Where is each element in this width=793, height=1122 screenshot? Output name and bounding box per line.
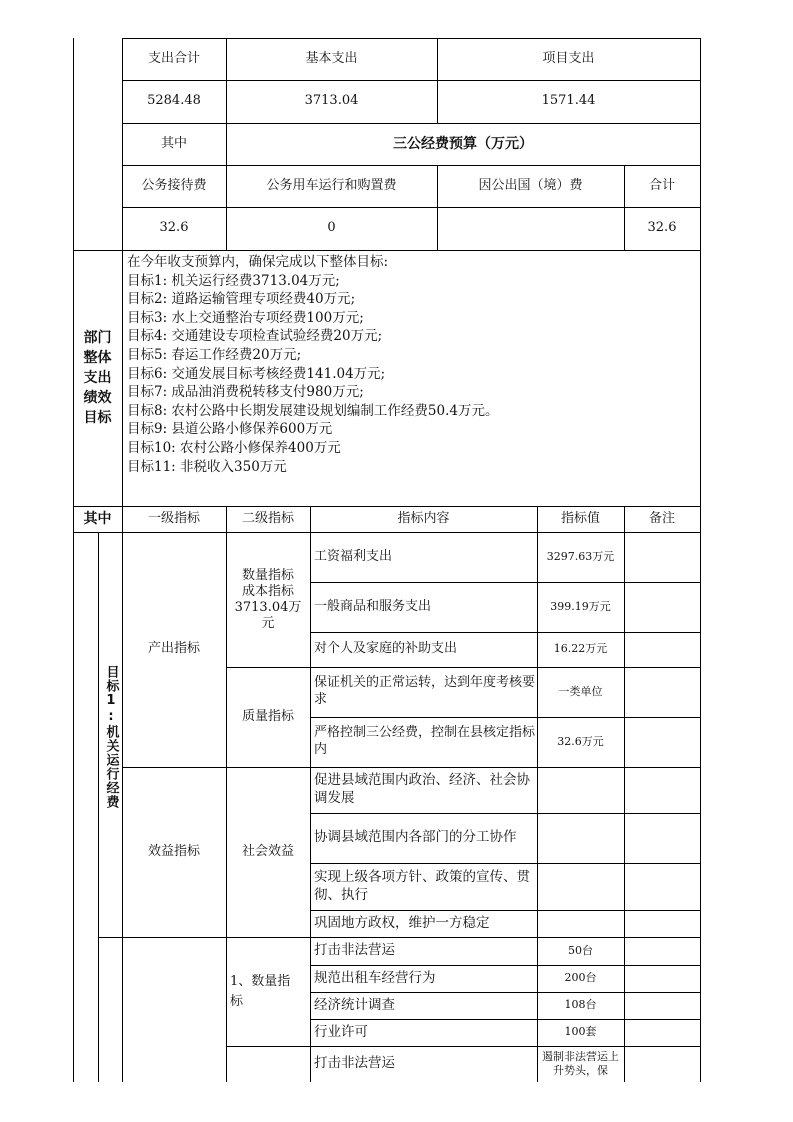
- value-vehicle-fee: 0: [327, 220, 336, 236]
- header-basic-expenditure: 基本支出: [305, 50, 358, 66]
- performance-goals-label: [73, 250, 122, 506]
- indicator-value: 100套: [564, 1025, 597, 1039]
- indicator-value: 3297.63万元: [546, 549, 615, 563]
- goal-line: 目标8: 农村公路中长期发展建设规划编制工作经费50.4万元。: [127, 402, 499, 419]
- indicator-content: 工资福利支出: [314, 548, 393, 564]
- indicator-value: 108台: [564, 998, 597, 1012]
- of-which-label: 其中: [160, 135, 187, 151]
- indicator-value: 399.19万元: [550, 599, 611, 613]
- header-three-public-sum: 合计: [648, 177, 675, 193]
- indicator-content: 打击非法营运: [314, 1055, 395, 1072]
- goal-line: 目标9: 县道公路小修保养600万元: [127, 421, 333, 438]
- indicator-header-level2: 二级指标: [241, 510, 294, 526]
- value-abroad-fee: [437, 207, 624, 250]
- goal-line: 目标2: 道路运输管理专项经费40万元;: [127, 291, 356, 308]
- indicator-header-value: 指标值: [560, 510, 600, 526]
- indicator-value: [537, 767, 624, 813]
- goal-line: 目标4: 交通建设专项检查试验经费20万元;: [127, 328, 383, 345]
- indicator-content: 巩固地方政权，维护一方稳定: [314, 914, 490, 931]
- output-indicator-label: 产出指标: [147, 641, 200, 657]
- quantity-indicator-label-2: 1、数量指 标: [230, 973, 291, 1009]
- indicator-content: 规范出租车经营行为: [314, 969, 436, 986]
- value-reception-fee: 32.6: [159, 220, 189, 236]
- value-basic-expenditure: 3713.04: [304, 93, 359, 109]
- indicator-content: 打击非法营运: [314, 942, 395, 959]
- goal-line: 目标11: 非税收入350万元: [127, 458, 287, 475]
- indicator-content: 保证机关的正常运转，达到年度考核要求: [314, 675, 536, 707]
- quantity-cost-indicator-label: 数量指标 成本指标 3713.04万 元: [234, 567, 302, 631]
- indicator-content: 实现上级各项方针、政策的宣传、贯彻、执行: [314, 868, 530, 903]
- goal-line: 目标1: 机关运行经费3713.04万元;: [127, 272, 340, 289]
- value-total-expenditure: 5284.48: [147, 93, 201, 109]
- header-project-expenditure: 项目支出: [542, 50, 595, 66]
- benefit-indicator-label: 效益指标: [147, 843, 200, 859]
- indicator-value: 32.6万元: [557, 734, 604, 748]
- goal-line: 目标10: 农村公路小修保养400万元: [127, 439, 341, 456]
- goal-line: 在今年收支预算内，确保完成以下整体目标:: [127, 254, 389, 270]
- indicator-value: [537, 813, 624, 863]
- indicator-content: 对个人及家庭的补助支出: [314, 641, 458, 657]
- indicator-value: [537, 910, 624, 937]
- indicator-header-content: 指标内容: [397, 510, 450, 526]
- indicator-value: 16.22万元: [553, 642, 608, 656]
- indicator-header-level1: 一级指标: [147, 510, 200, 526]
- goal1-label: [98, 632, 122, 842]
- header-total-expenditure: 支出合计: [147, 50, 200, 66]
- indicator-content: 促进县域范围内政治、经济、社会协调发展: [314, 772, 530, 806]
- header-reception-fee: 公务接待费: [141, 177, 207, 193]
- indicator-header-note: 备注: [648, 510, 675, 526]
- quality-indicator-label: 质量指标: [241, 708, 294, 724]
- goal-line: 目标7: 成品油消费税转移支付980万元;: [127, 384, 364, 401]
- header-vehicle-fee: 公务用车运行和购置费: [266, 177, 397, 193]
- goal-line: 目标5: 春运工作经费20万元;: [127, 346, 302, 363]
- indicator-value: 200台: [564, 971, 597, 985]
- indicator-content: 行业许可: [314, 1023, 368, 1040]
- goal-line: 目标6: 交通发展目标考核经费141.04万元;: [127, 365, 386, 382]
- indicator-content: 经济统计调查: [314, 996, 395, 1013]
- social-benefit-label: 社会效益: [241, 843, 294, 859]
- performance-goals-label-text: 部门整体支出绩效目标: [83, 330, 112, 426]
- indicator-value: 遏制非法营运上升势头，保: [542, 1050, 619, 1077]
- indicator-value: 50台: [568, 943, 593, 957]
- indicator-value: 一类单位: [558, 684, 603, 698]
- indicator-value: [537, 863, 624, 910]
- header-abroad-fee: 因公出国（境）费: [478, 177, 583, 193]
- indicator-content: 一般商品和服务支出: [314, 598, 432, 614]
- value-three-public-sum: 32.6: [647, 220, 677, 236]
- three-public-budget-title: 三公经费预算（万元）: [393, 135, 533, 152]
- indicator-header-of-which: 其中: [83, 510, 112, 527]
- value-project-expenditure: 1571.44: [541, 93, 596, 109]
- performance-goals-list: [127, 253, 697, 476]
- goal-line: 目标3: 水上交通整治专项经费100万元;: [127, 309, 364, 326]
- indicator-content: 协调县域范围内各部门的分工协作: [314, 829, 517, 846]
- indicator-content: 严格控制三公经费，控制在县核定指标内: [314, 725, 536, 757]
- goal1-label-text: 目标1:机关运行经费: [103, 665, 119, 809]
